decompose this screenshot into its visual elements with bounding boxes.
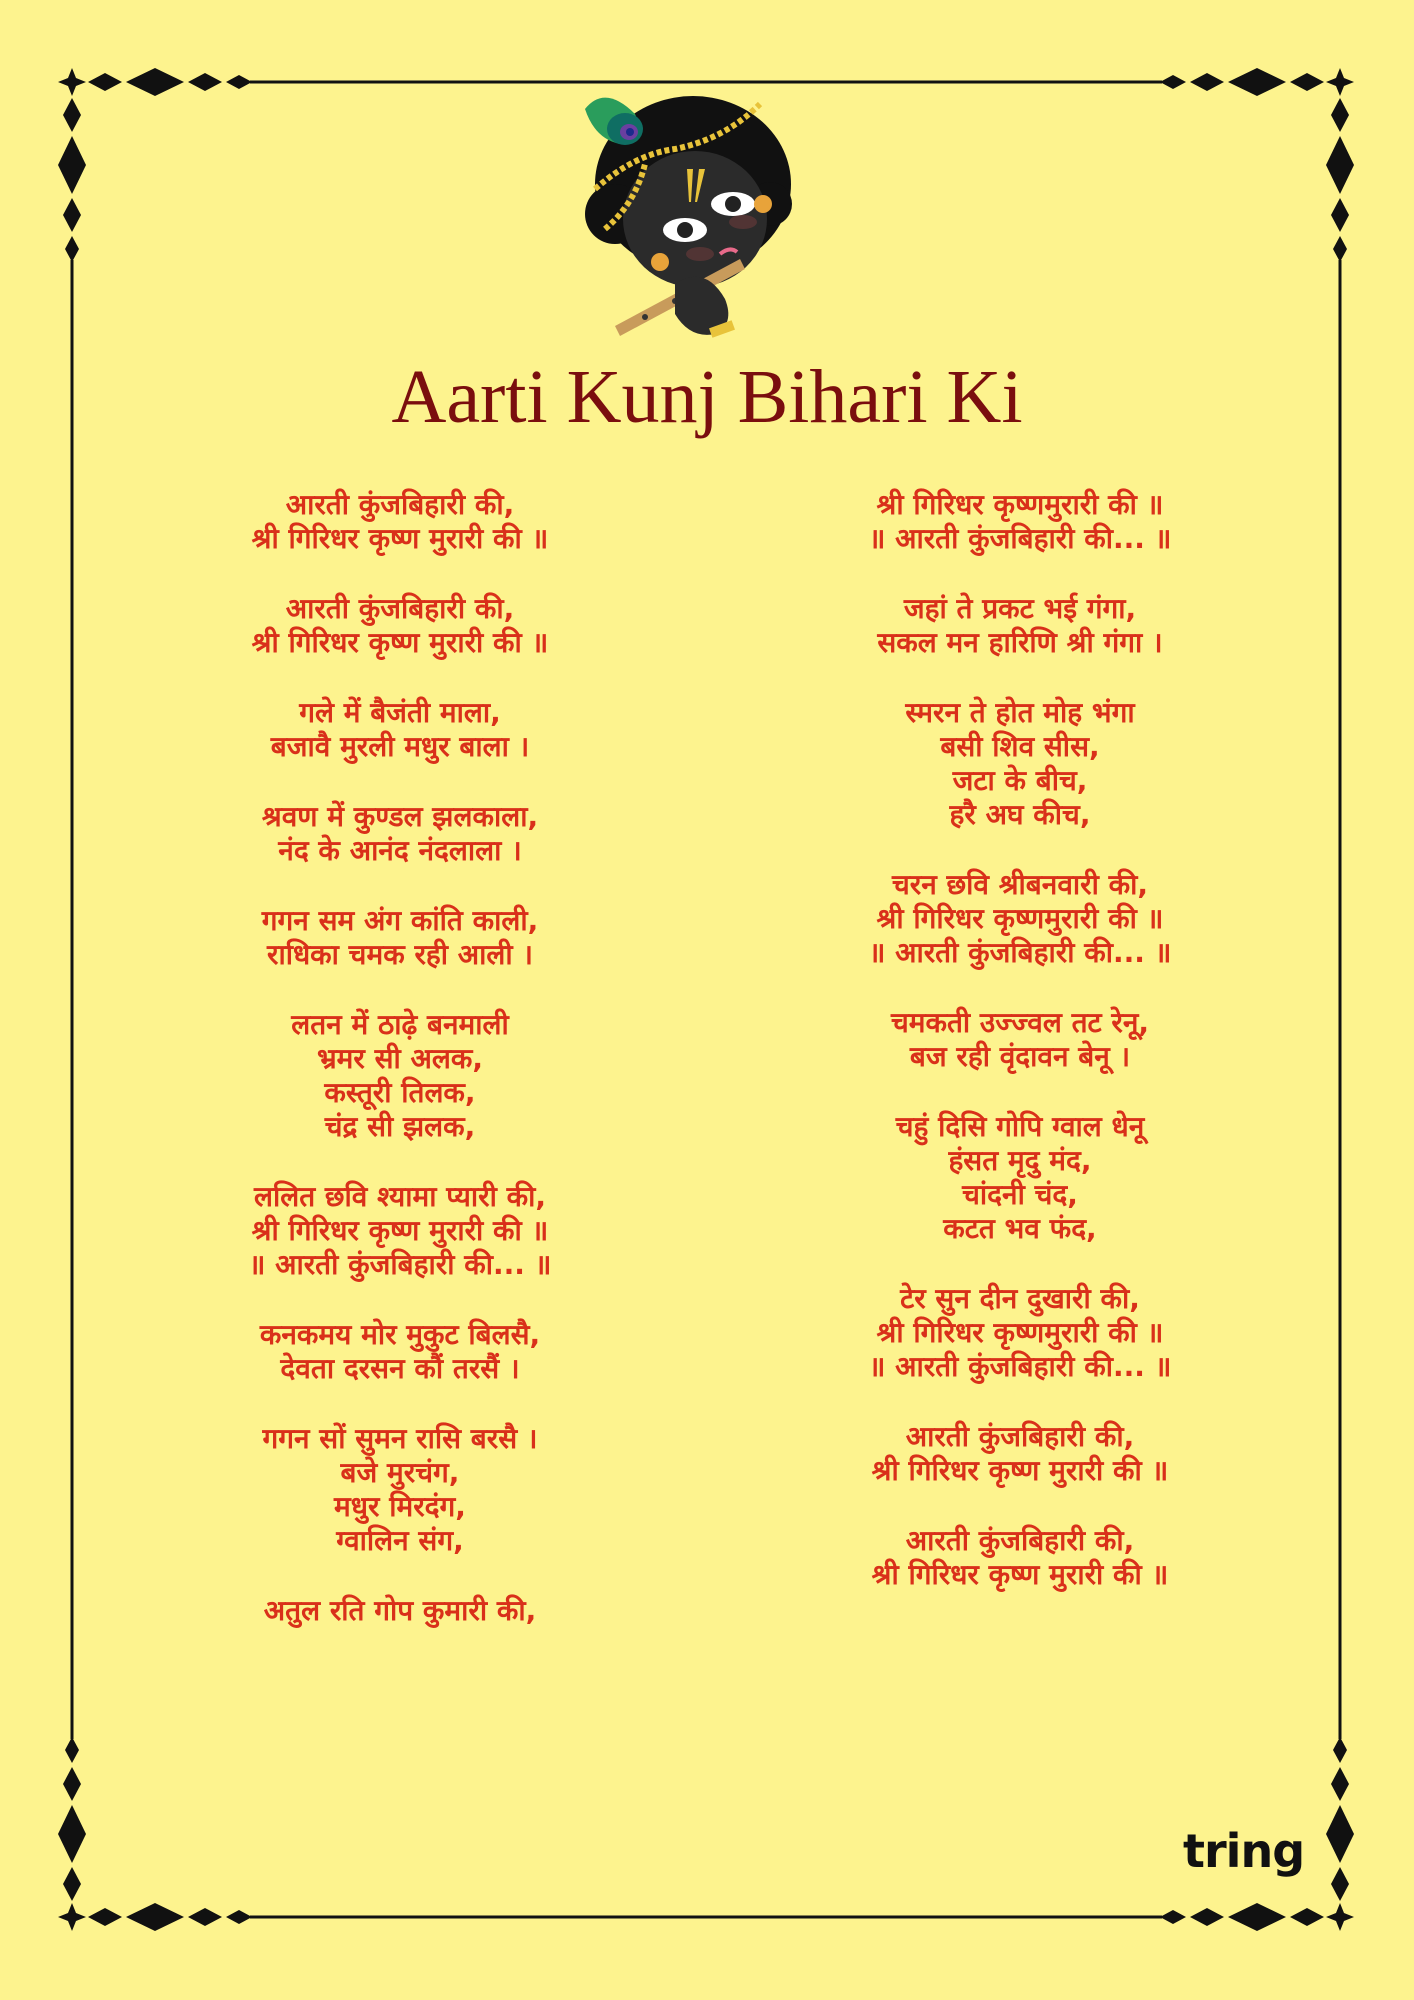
verse-stanza <box>170 1318 630 1386</box>
verse-line: बसी शिव सीस, <box>940 730 1100 763</box>
verse-stanza <box>760 592 1280 660</box>
verse-line: श्री गिरिधर कृष्ण मुरारी की ॥ <box>871 1558 1169 1591</box>
verse-stanza <box>760 696 1280 832</box>
verse-line: ग्वालिन संग, <box>336 1524 464 1557</box>
verse-line: आरती कुंजबिहारी की, <box>285 488 515 521</box>
krishna-with-flute-icon <box>575 84 795 344</box>
verse-stanza <box>760 1282 1280 1384</box>
page-title: Aarti Kunj Bihari Ki <box>391 355 1023 439</box>
verse-stanza <box>760 1524 1280 1592</box>
verse-stanza <box>170 1422 630 1558</box>
verse-stanza <box>170 800 630 868</box>
verse-line: चंद्र सी झलक, <box>324 1110 476 1143</box>
verse-line: श्री गिरिधर कृष्ण मुरारी की ॥ <box>251 522 549 555</box>
verse-line: बज रही वृंदावन बेनू । <box>909 1040 1131 1073</box>
verse-line: मधुर मिरदंग, <box>334 1490 466 1523</box>
verse-line: ॥ आरती कुंजबिहारी की... ॥ <box>868 522 1172 555</box>
verse-line: भ्रमर सी अलक, <box>316 1042 484 1075</box>
verse-line: श्री गिरिधर कृष्णमुरारी की ॥ <box>876 902 1164 935</box>
verse-line: अतुल रति गोप कुमारी की, <box>263 1594 537 1627</box>
verse-line: बजावै मुरली मधुर बाला । <box>270 730 530 763</box>
verse-line: कटत भव फंद, <box>943 1212 1097 1245</box>
verse-line: बजे मुरचंग, <box>340 1456 460 1489</box>
verse-stanza <box>760 1110 1280 1246</box>
verse-line: कस्तूरी तिलक, <box>324 1076 476 1109</box>
verse-line: श्री गिरिधर कृष्णमुरारी की ॥ <box>876 488 1164 521</box>
verse-stanza <box>760 488 1280 556</box>
verse-line: लतन में ठाढ़े बनमाली <box>291 1008 509 1041</box>
verse-line: चरन छवि श्रीबनवारी की, <box>892 868 1148 901</box>
verse-line: कनकमय मोर मुकुट बिलसै, <box>259 1318 541 1351</box>
verse-line: हंसत मृदु मंद, <box>948 1144 1092 1177</box>
verse-line: ॥ आरती कुंजबिहारी की... ॥ <box>868 936 1172 969</box>
aarti-left-column <box>170 488 630 1664</box>
verse-line: श्री गिरिधर कृष्णमुरारी की ॥ <box>876 1316 1164 1349</box>
verse-line: हरै अघ कीच, <box>949 798 1091 831</box>
verse-stanza <box>760 868 1280 970</box>
tring-logo: tring <box>1183 1824 1305 1878</box>
verse-line: आरती कुंजबिहारी की, <box>905 1524 1135 1557</box>
verse-line: जहां ते प्रकट भई गंगा, <box>903 592 1137 625</box>
verse-line: सकल मन हारिणि श्री गंगा । <box>877 626 1163 659</box>
verse-line: आरती कुंजबिहारी की, <box>905 1420 1135 1453</box>
verse-line: गगन सम अंग कांति काली, <box>261 904 539 937</box>
verse-line: राधिका चमक रही आली । <box>267 938 533 971</box>
verse-stanza <box>170 1180 630 1282</box>
verse-line: चांदनी चंद, <box>962 1178 1078 1211</box>
verse-stanza <box>170 696 630 764</box>
verse-line: श्री गिरिधर कृष्ण मुरारी की ॥ <box>251 626 549 659</box>
verse-line: आरती कुंजबिहारी की, <box>285 592 515 625</box>
verse-line: ॥ आरती कुंजबिहारी की... ॥ <box>868 1350 1172 1383</box>
verse-line: गले में बैजंती माला, <box>299 696 501 729</box>
verse-line: नंद के आनंद नंदलाला । <box>278 834 522 867</box>
verse-stanza <box>170 904 630 972</box>
verse-line: श्री गिरिधर कृष्ण मुरारी की ॥ <box>251 1214 549 1247</box>
verse-stanza <box>170 1594 630 1628</box>
verse-line: देवता दरसन कौं तरसैं । <box>280 1352 520 1385</box>
verse-stanza <box>170 592 630 660</box>
verse-line: गगन सों सुमन रासि बरसै । <box>262 1422 538 1455</box>
verse-stanza <box>170 1008 630 1144</box>
verse-line: श्री गिरिधर कृष्ण मुरारी की ॥ <box>871 1454 1169 1487</box>
verse-stanza <box>170 488 630 556</box>
verse-line: टेर सुन दीन दुखारी की, <box>900 1282 1140 1315</box>
verse-line: चमकती उज्ज्वल तट रेनू, <box>890 1006 1150 1039</box>
verse-line: स्मरन ते होत मोह भंगा <box>905 696 1135 729</box>
aarti-right-column <box>760 488 1280 1628</box>
verse-line: जटा के बीच, <box>952 764 1088 797</box>
verse-line: चहुं दिसि गोपि ग्वाल धेनू <box>895 1110 1145 1143</box>
verse-line: ललित छवि श्यामा प्यारी की, <box>253 1180 547 1213</box>
verse-stanza <box>760 1006 1280 1074</box>
verse-line: श्रवण में कुण्डल झलकाला, <box>261 800 539 833</box>
verse-line: ॥ आरती कुंजबिहारी की... ॥ <box>248 1248 552 1281</box>
verse-stanza <box>760 1420 1280 1488</box>
